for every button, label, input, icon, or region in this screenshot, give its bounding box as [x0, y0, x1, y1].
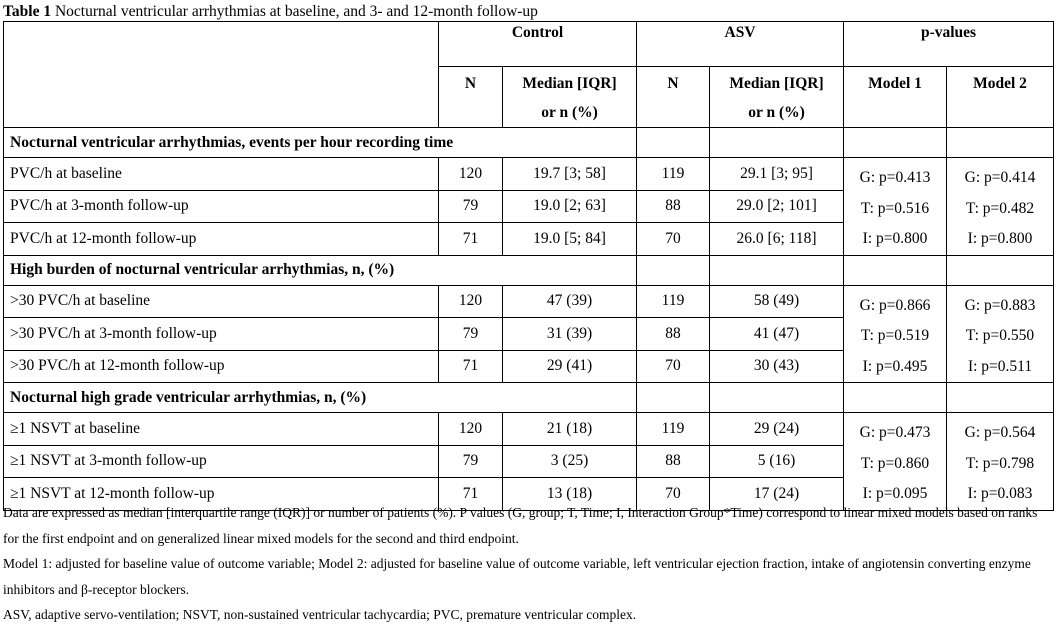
p-value: I: p=0.095 [862, 485, 928, 502]
section-blank-model1 [844, 255, 947, 285]
asv-median: 29.1 [3; 95] [710, 158, 844, 191]
asv-median: 58 (49) [710, 285, 844, 318]
p-value: G: p=0.564 [964, 424, 1036, 441]
section-blank-asv-n [637, 383, 710, 413]
control-median: 3 (25) [503, 445, 637, 478]
p-value: T: p=0.798 [965, 454, 1035, 472]
arrhythmia-table [3, 21, 1054, 511]
row-label: >30 PVC/h at 3-month follow-up [4, 318, 439, 351]
p-value: I: p=0.800 [862, 230, 928, 247]
asv-n: 88 [637, 318, 710, 351]
asv-median: 29.0 [2; 101] [710, 190, 844, 223]
control-median: 47 (39) [503, 285, 637, 318]
control-n: 79 [439, 190, 503, 223]
p-value: T: p=0.860 [860, 454, 930, 472]
control-n: 71 [439, 350, 503, 383]
asv-n: 119 [637, 413, 710, 446]
section-title: High burden of nocturnal ventricular arrhythmias, n, (%) [4, 255, 637, 285]
header-model2: Model 2 [947, 67, 1054, 128]
header-pvalues: p-values [844, 22, 1054, 67]
header-control-median [503, 67, 637, 128]
row-label: ≥1 NSVT at 12-month follow-up [4, 478, 439, 511]
p-value: T: p=0.550 [965, 327, 1035, 344]
header-asv-n: N [637, 67, 710, 128]
section-blank-asv-median [710, 255, 844, 285]
control-median: 13 (18) [503, 478, 637, 511]
control-n: 120 [439, 285, 503, 318]
section-header-row [4, 383, 1054, 413]
header-control: Control [439, 22, 637, 67]
asv-n: 70 [637, 350, 710, 383]
table-row [4, 158, 1054, 191]
section-blank-asv-n [637, 255, 710, 285]
header-control-n: N [439, 67, 503, 128]
row-label: ≥1 NSVT at 3-month follow-up [4, 445, 439, 478]
section-blank-asv-median [710, 383, 844, 413]
control-n: 79 [439, 445, 503, 478]
asv-median: 17 (24) [710, 478, 844, 511]
p-value: I: p=0.495 [862, 357, 928, 375]
section-header-row [4, 128, 1054, 158]
control-median: 19.7 [3; 58] [503, 158, 637, 191]
p-value: G: p=0.413 [859, 169, 931, 186]
control-median: 29 (41) [503, 350, 637, 383]
row-label: PVC/h at 3-month follow-up [4, 190, 439, 223]
header-median-line2: or n (%) [541, 104, 598, 121]
asv-median: 29 (24) [710, 413, 844, 446]
table-caption-text: Nocturnal ventricular arrhythmias at baseline, and 3- and 12-month follow-up [51, 3, 538, 20]
control-n: 120 [439, 158, 503, 191]
table-footnotes [3, 500, 1055, 628]
section-blank-model1 [844, 383, 947, 413]
p-value: I: p=0.083 [967, 485, 1033, 502]
control-n: 71 [439, 478, 503, 511]
p-value: I: p=0.800 [967, 230, 1033, 247]
asv-median: 30 (43) [710, 350, 844, 383]
asv-n: 70 [637, 223, 710, 256]
control-median: 21 (18) [503, 413, 637, 446]
footnote-abbreviations: ASV, adaptive servo-ventilation; NSVT, non-sustained ventricular tachycardia; PVC, premature ventricular complex. [3, 607, 637, 622]
header-model1: Model 1 [844, 67, 947, 128]
p-value: G: p=0.473 [859, 424, 931, 441]
section-blank-asv-n [637, 128, 710, 158]
footnote-data: Data are expressed as median [interquartile range (IQR)] or number of patients (%). P values (G, group; T, Time; I, Interaction Group*Time) correspond to linear mixed models based on ranks for the first endpoint and on generalized linear mixed models for the second and third endpoint. [3, 505, 1038, 546]
section-blank-model2 [947, 383, 1054, 413]
p-value: T: p=0.516 [860, 199, 930, 217]
section-blank-model2 [947, 255, 1054, 285]
section-blank-model2 [947, 128, 1054, 158]
row-label: >30 PVC/h at 12-month follow-up [4, 350, 439, 383]
p-value: G: p=0.866 [859, 296, 931, 314]
header-row-groups [4, 22, 1054, 67]
control-n: 71 [439, 223, 503, 256]
section-title: Nocturnal high grade ventricular arrhythmias, n, (%) [4, 383, 637, 413]
model1-pvalues [844, 413, 947, 511]
control-n: 120 [439, 413, 503, 446]
row-label: PVC/h at baseline [4, 158, 439, 191]
asv-n: 88 [637, 445, 710, 478]
header-asv-median [710, 67, 844, 128]
table-caption [3, 3, 538, 21]
asv-n: 119 [637, 285, 710, 318]
asv-median: 26.0 [6; 118] [710, 223, 844, 256]
header-median-line1: Median [IQR] [522, 75, 617, 92]
asv-n: 70 [637, 478, 710, 511]
section-header-row [4, 255, 1054, 285]
p-value: G: p=0.883 [964, 296, 1036, 314]
table-caption-label: Table 1 [3, 3, 52, 20]
header-median-line2: or n (%) [748, 104, 805, 121]
p-value: T: p=0.482 [965, 199, 1035, 217]
table-row [4, 413, 1054, 446]
footnote-models: Model 1: adjusted for baseline value of outcome variable; Model 2: adjusted for baseline value of outcome variable, left ventricular ejection fraction, intake of angiotensin converting enzyme inhibitors and β-receptor blockers. [3, 556, 1031, 597]
p-value: G: p=0.414 [964, 169, 1036, 186]
section-title: Nocturnal ventricular arrhythmias, events per hour recording time [4, 128, 637, 158]
asv-median: 5 (16) [710, 445, 844, 478]
asv-median: 41 (47) [710, 318, 844, 351]
asv-n: 88 [637, 190, 710, 223]
model2-pvalues [947, 158, 1054, 256]
model2-pvalues [947, 413, 1054, 511]
asv-n: 119 [637, 158, 710, 191]
control-n: 79 [439, 318, 503, 351]
section-blank-model1 [844, 128, 947, 158]
header-blank [4, 22, 439, 128]
p-value: I: p=0.511 [967, 357, 1033, 375]
row-label: PVC/h at 12-month follow-up [4, 223, 439, 256]
model1-pvalues [844, 158, 947, 256]
model1-pvalues [844, 285, 947, 383]
row-label: ≥1 NSVT at baseline [4, 413, 439, 446]
model2-pvalues [947, 285, 1054, 383]
control-median: 19.0 [2; 63] [503, 190, 637, 223]
table-row [4, 285, 1054, 318]
p-value: T: p=0.519 [860, 327, 930, 344]
header-median-line1: Median [IQR] [729, 75, 824, 92]
control-median: 31 (39) [503, 318, 637, 351]
header-asv: ASV [637, 22, 844, 67]
row-label: >30 PVC/h at baseline [4, 285, 439, 318]
section-blank-asv-median [710, 128, 844, 158]
control-median: 19.0 [5; 84] [503, 223, 637, 256]
